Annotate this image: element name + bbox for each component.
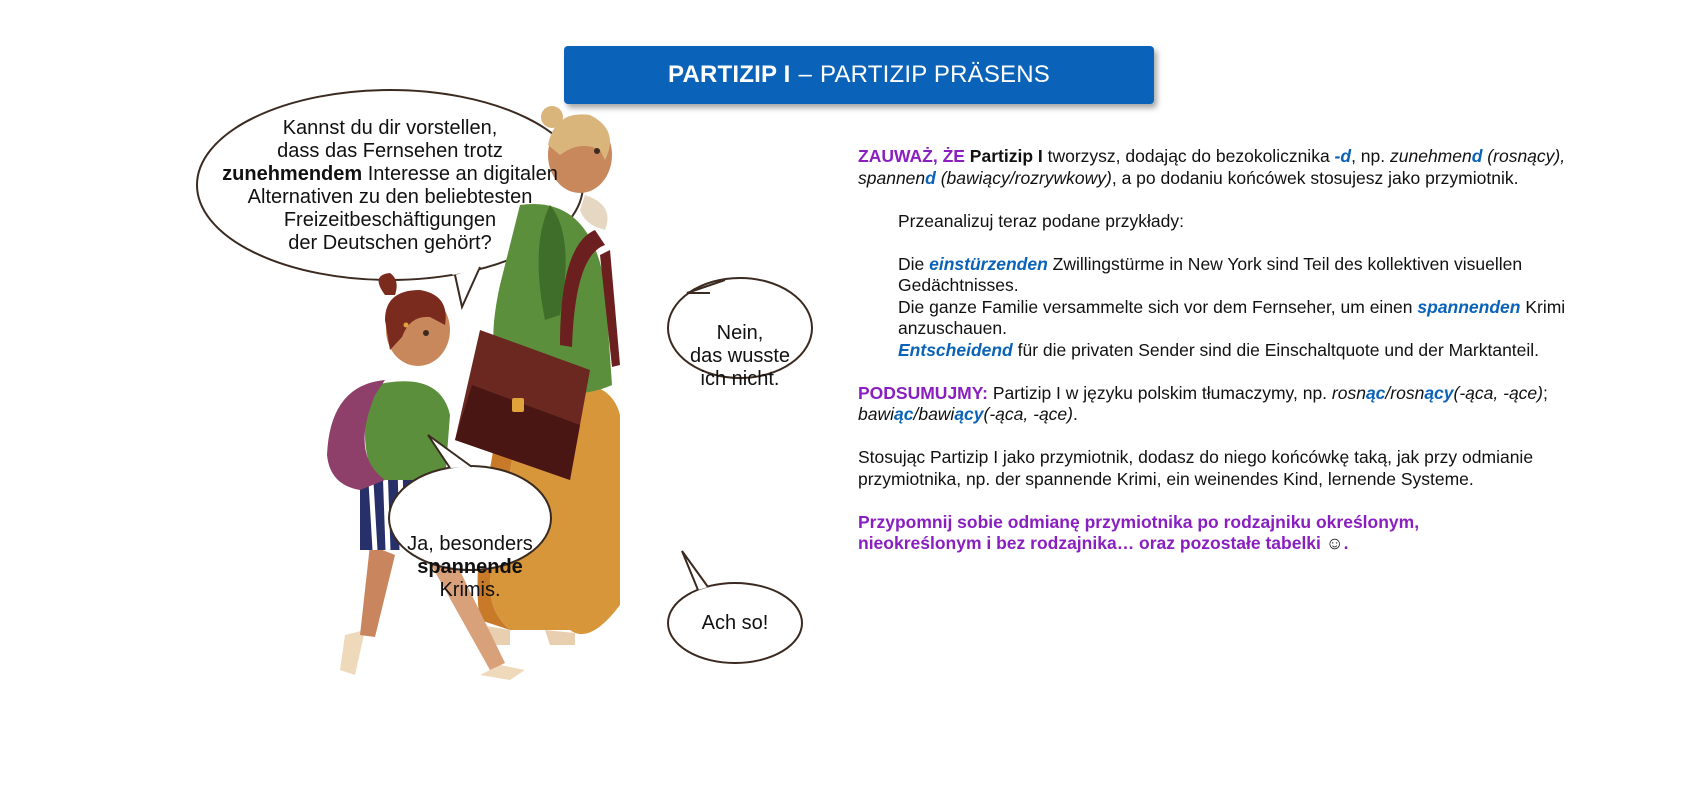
- smiley-icon: ☺: [1325, 533, 1344, 553]
- example-translation: (rosnący),: [1482, 146, 1566, 166]
- paragraph-usage: [858, 447, 1598, 490]
- text: Gedächtnisses.: [898, 275, 1019, 295]
- text: Stosując Partizip I jako przymiotnik, dodasz do niego końcówkę taką, jak przy odmianie: [858, 447, 1534, 467]
- highlight: Entscheidend: [898, 339, 1013, 360]
- speech-text-nein: [670, 322, 810, 391]
- highlight: spannenden: [1417, 296, 1521, 317]
- speech-line: der Deutschen gehört?: [288, 232, 492, 254]
- summary-lead: PODSUMUJMY:: [858, 382, 988, 403]
- title-bold: PARTIZIP I: [668, 61, 791, 88]
- text: Partizip I w języku polskim tłumaczymy, np.: [987, 382, 1332, 403]
- text: , np.: [1351, 146, 1390, 166]
- example-sentence-3: [858, 340, 1598, 362]
- text: Die ganze Familie versammelte sich vor dem Fernseher, um einen: [898, 296, 1418, 317]
- text: Zwillingstürme in New York sind Teil des kollektiven visuellen: [1047, 253, 1523, 274]
- title-dash: –: [798, 61, 813, 88]
- notice-lead: ZAUWAŻ, ŻE: [858, 146, 965, 166]
- text: für die privaten Sender sind die Einschaltquote und der Marktanteil.: [1012, 339, 1540, 360]
- example: (-ąca, -ące): [1453, 382, 1543, 403]
- text: .: [1073, 404, 1078, 424]
- speech-text-ja: [400, 533, 540, 602]
- example: zunehmen: [1390, 146, 1472, 166]
- highlight: einstürzenden: [929, 253, 1048, 274]
- speech-line: das wusste: [689, 345, 791, 367]
- suffix: -d: [1334, 146, 1352, 166]
- example: /rosn: [1385, 382, 1425, 403]
- analyze-instruction: Przeanalizuj teraz podane przykłady:: [898, 210, 1184, 231]
- example: spannen: [858, 167, 926, 188]
- explanation-panel: [858, 146, 1598, 555]
- speech-span: Interesse an digitalen: [362, 163, 558, 185]
- term: Partizip I: [964, 146, 1043, 166]
- text: nieokreślonym i bez rodzajnika… oraz pozostałe tabelki: [858, 533, 1321, 553]
- example-ending: ąc: [894, 404, 914, 424]
- speech-line: Nein,: [716, 322, 764, 344]
- speech-text-big: [190, 117, 590, 255]
- speech-line: Freizeitbeschäftigungen: [283, 209, 497, 231]
- text: tworzysz, dodając do bezokolicznika: [1042, 146, 1335, 166]
- example: /bawi: [913, 404, 955, 424]
- speech-line: Alternativen zu den beliebtesten: [247, 186, 533, 208]
- speech-line: Ja, besonders: [407, 533, 533, 555]
- paragraph-reminder: [858, 512, 1598, 555]
- example-suffix: d: [1471, 146, 1483, 166]
- speech-line: Krimis.: [439, 579, 501, 601]
- speech-bubble-ach: [668, 551, 802, 663]
- text: Krimi: [1520, 296, 1566, 317]
- example: (-ąca, -ące): [983, 404, 1073, 424]
- speech-line: Ach so!: [701, 612, 769, 634]
- example-suffix: d: [925, 167, 936, 188]
- text: anzuschauen.: [898, 318, 1007, 338]
- example-ending: ący: [1424, 382, 1454, 403]
- speech-line: ich nicht.: [700, 368, 780, 390]
- speech-text-ach: [670, 612, 800, 635]
- example-ending: ąc: [1365, 382, 1386, 403]
- speech-bold: spannende: [417, 556, 523, 578]
- speech-line: dass das Fernsehen trotz: [277, 140, 503, 162]
- example-ending: ący: [954, 404, 984, 424]
- example: rosn: [1331, 382, 1366, 403]
- speech-line: [190, 163, 590, 186]
- paragraph-summary: [858, 383, 1598, 426]
- text: Die: [898, 253, 930, 274]
- text: przymiotnika, np. der spannende Krimi, ein weinendes Kind, lernende Systeme.: [858, 468, 1474, 489]
- paragraph-notice: [858, 146, 1598, 189]
- example-translation: (bawiący/rozrywkowy): [935, 167, 1112, 188]
- example-sentence-1: [858, 254, 1598, 297]
- speech-line: Kannst du dir vorstellen,: [282, 117, 498, 139]
- text: , a po dodaniu końcówek stosujesz jako przymiotnik.: [1111, 167, 1519, 188]
- speech-line: [400, 556, 540, 579]
- example: bawi: [858, 404, 894, 424]
- title-rest: PARTIZIP PRÄSENS: [820, 61, 1050, 88]
- text: Przypomnij sobie odmianę przymiotnika po rodzajniku określonym,: [858, 511, 1420, 532]
- example-sentence-2: [858, 297, 1598, 340]
- text: ;: [1543, 382, 1548, 403]
- speech-bold: zunehmendem: [222, 163, 363, 185]
- text: .: [1343, 533, 1349, 553]
